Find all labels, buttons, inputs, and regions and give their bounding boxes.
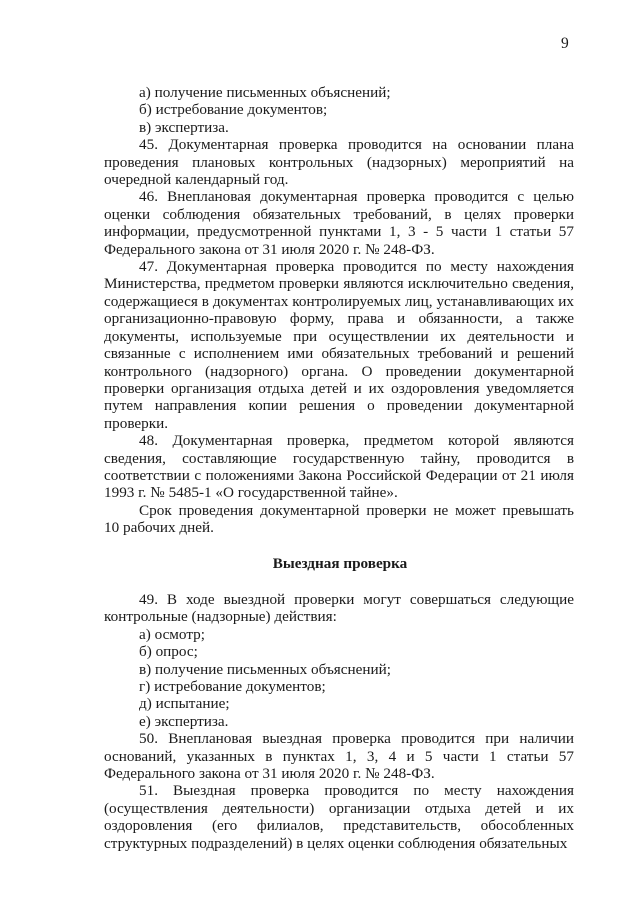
list-item: д) испытание; — [139, 695, 230, 713]
list-item: г) истребование документов; — [139, 678, 326, 695]
list-item: е) экспертиза. — [139, 712, 229, 730]
paragraph-duration: Срок проведения документарной проверки не может превышать 10 рабочих дней. — [104, 501, 574, 537]
document-body — [104, 84, 574, 852]
list-item: в) получение письменных объяснений; — [139, 660, 392, 678]
paragraph-49: 49. В ходе выездной проверки могут совершаться следующие контрольные (надзорные) действия: — [104, 590, 574, 626]
paragraph-47: 47. Документарная проверка проводится по месту нахождения Министерства, предметом проверки являются исключительно сведения, содержащиеся в документах контролируемых лиц, устанавливающих их организационно-правовую форму, права и обязанности, а также документы, используемые при осуществлении их деятельности и связанные с исполнением ими обязательных требований и решений контрольного (надзорного) органа. О проведении документарной проверки организация отдыха детей и их оздоровления уведомляется путем направления копии решения о проведении документарной проверки. — [104, 258, 574, 432]
paragraph-45: 45. Документарная проверка проводится на основании плана проведения плановых контрольных (надзорных) мероприятий на очередной календарный год. — [104, 136, 574, 189]
paragraph-50: 50. Внеплановая выездная проверка проводится при наличии оснований, указанных в пунктах 1, 3, 4 и 5 части 1 статьи 57 Федерального закона от 31 июля 2020 г. № 248-ФЗ. — [104, 730, 574, 783]
paragraph-51: 51. Выездная проверка проводится по месту нахождения (осуществления деятельности) организации отдыха детей и их оздоровления (его филиалов, представительств, обособленных структурных подразделений) в целях оценки соблюдения обязательных — [104, 782, 574, 852]
section-heading: Выездная проверка — [272, 554, 408, 572]
list-item: а) получение письменных объяснений; — [139, 84, 391, 101]
list-item: а) осмотр; — [139, 625, 205, 643]
paragraph-48: 48. Документарная проверка, предметом которой являются сведения, составляющие государственную тайну, проводится в соответствии с положениями Закона Российской Федерации от 21 июля 1993 г. № 5485-1 «О государственной тайне». — [104, 432, 574, 502]
list-item: б) опрос; — [139, 643, 198, 661]
list-item: в) экспертиза. — [139, 118, 229, 136]
paragraph-46: 46. Внеплановая документарная проверка проводится с целью оценки соблюдения обязательных требований, в целях проверки информации, предусмотренной пунктами 1, 3 - 5 части 1 статьи 57 Федерального закона от 31 июля 2020 г. № 248-ФЗ. — [104, 188, 574, 258]
page-number: 9 — [561, 35, 569, 52]
list-item: б) истребование документов; — [139, 101, 328, 119]
